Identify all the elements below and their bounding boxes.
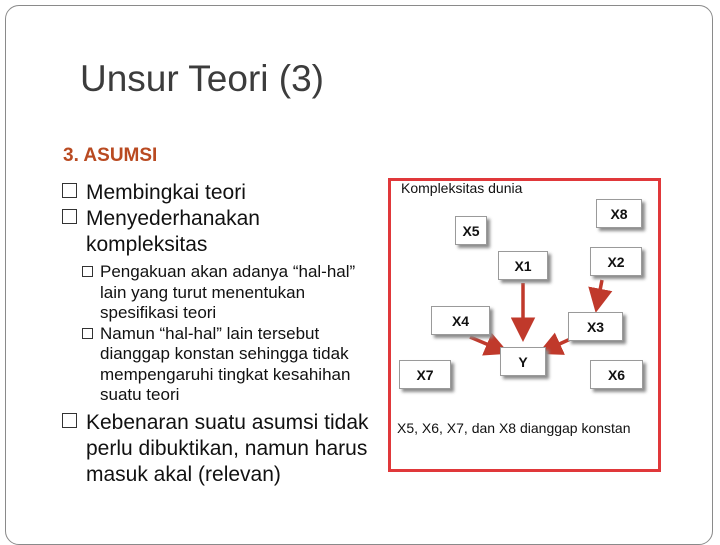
node-x5: X5: [455, 216, 487, 245]
node-x6: X6: [590, 360, 643, 389]
sub-bullet-text: Namun “hal-hal” lain tersebut dianggap konstan sehingga tidak mempengaruhi tingkat kesahihan suatu teori: [100, 323, 351, 404]
bullet-text: Membingkai teori: [86, 181, 246, 204]
section-heading: 3. ASUMSI: [63, 145, 158, 166]
node-x1: X1: [498, 251, 548, 280]
arrow-x2-to-x3: [597, 280, 602, 306]
node-x7: X7: [399, 360, 451, 389]
node-x3: X3: [568, 312, 623, 341]
bullet-text: Menyederhanakan kompleksitas: [86, 207, 260, 256]
diagram-title: Kompleksitas dunia: [401, 180, 523, 196]
slide-title: Unsur Teori (3): [80, 58, 325, 99]
bullet-text: Kebenaran suatu asumsi tidak perlu dibuktikan, namun harus masuk akal (relevan): [86, 410, 369, 486]
node-x8: X8: [596, 199, 642, 228]
node-x4: X4: [431, 306, 490, 335]
diagram-caption: X5, X6, X7, dan X8 dianggap konstan: [397, 420, 631, 436]
node-x2: X2: [590, 247, 642, 276]
node-y: Y: [500, 347, 546, 376]
sub-bullet-text: Pengakuan akan adanya “hal-hal” lain yang turut menentukan spesifikasi teori: [100, 262, 356, 322]
arrow-x4-to-y: [470, 337, 503, 351]
